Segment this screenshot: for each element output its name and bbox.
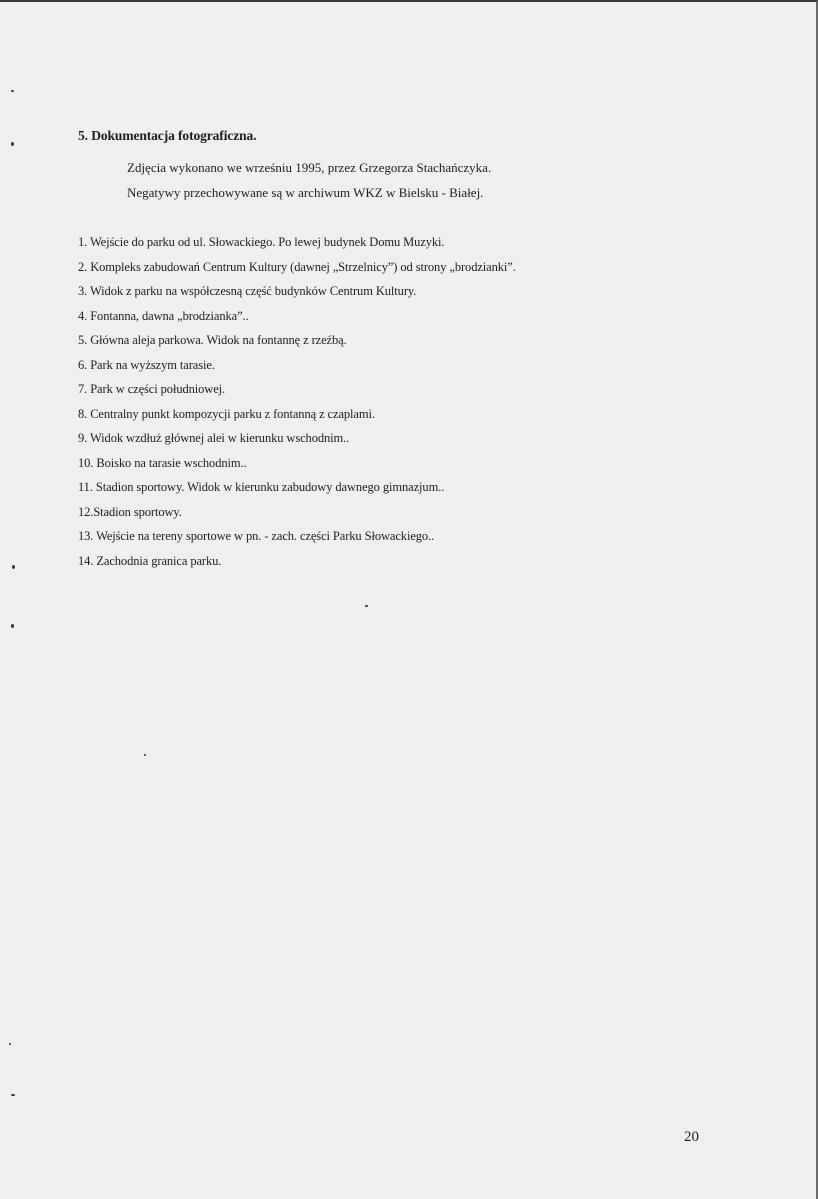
intro-line-negatives-archive: Negatywy przechowywane są w archiwum WKZ w Bielsku - Białej. <box>127 185 484 200</box>
photo-list-item: 3. Widok z parku na współczesną część budynków Centrum Kultury. <box>78 284 417 298</box>
photo-list-item: 13. Wejście na tereny sportowe w pn. - zach. części Parku Słowackiego.. <box>78 529 435 543</box>
scan-speck <box>144 754 146 756</box>
photo-list-item: 5. Główna aleja parkowa. Widok na fontannę z rzeźbą. <box>78 333 347 347</box>
photo-list-item: 1. Wejście do parku od ul. Słowackiego. Po lewej budynek Domu Muzyki. <box>78 235 445 249</box>
photo-list-item: 6. Park na wyższym tarasie. <box>78 357 215 372</box>
scan-speck <box>11 90 14 92</box>
intro-line-photos-date: Zdjęcia wykonano we wrześniu 1995, przez Grzegorza Stachańczyka. <box>127 160 492 175</box>
scan-speck <box>11 624 14 628</box>
section-heading: 5. Dokumentacja fotograficzna. <box>78 128 257 143</box>
photo-list-item: 2. Kompleks zabudowań Centrum Kultury (dawnej „Strzelnicy”) od strony „brodzianki”. <box>78 259 516 274</box>
photo-list-item: 8. Centralny punkt kompozycji parku z fontanną z czaplami. <box>78 406 375 421</box>
photo-list-item: 10. Boisko na tarasie wschodnim.. <box>78 455 247 470</box>
photo-list-item: 9. Widok wzdłuż głównej alei w kierunku wschodnim.. <box>78 431 350 445</box>
scan-speck <box>9 1043 11 1045</box>
photo-list-item: 4. Fontanna, dawna „brodzianka”.. <box>78 308 249 323</box>
photo-list-item: 12.Stadion sportowy. <box>78 504 182 519</box>
photo-list <box>78 234 516 577</box>
scan-speck <box>11 1094 15 1096</box>
page-number: 20 <box>684 1129 699 1145</box>
scan-speck <box>365 605 368 607</box>
photo-list-item: 7. Park w części południowej. <box>78 382 226 396</box>
scan-speck <box>12 565 15 569</box>
scan-speck <box>11 142 14 146</box>
photo-list-item: 11. Stadion sportowy. Widok w kierunku zabudowy dawnego gimnazjum.. <box>78 480 445 494</box>
photo-list-item: 14. Zachodnia granica parku. <box>78 553 222 568</box>
